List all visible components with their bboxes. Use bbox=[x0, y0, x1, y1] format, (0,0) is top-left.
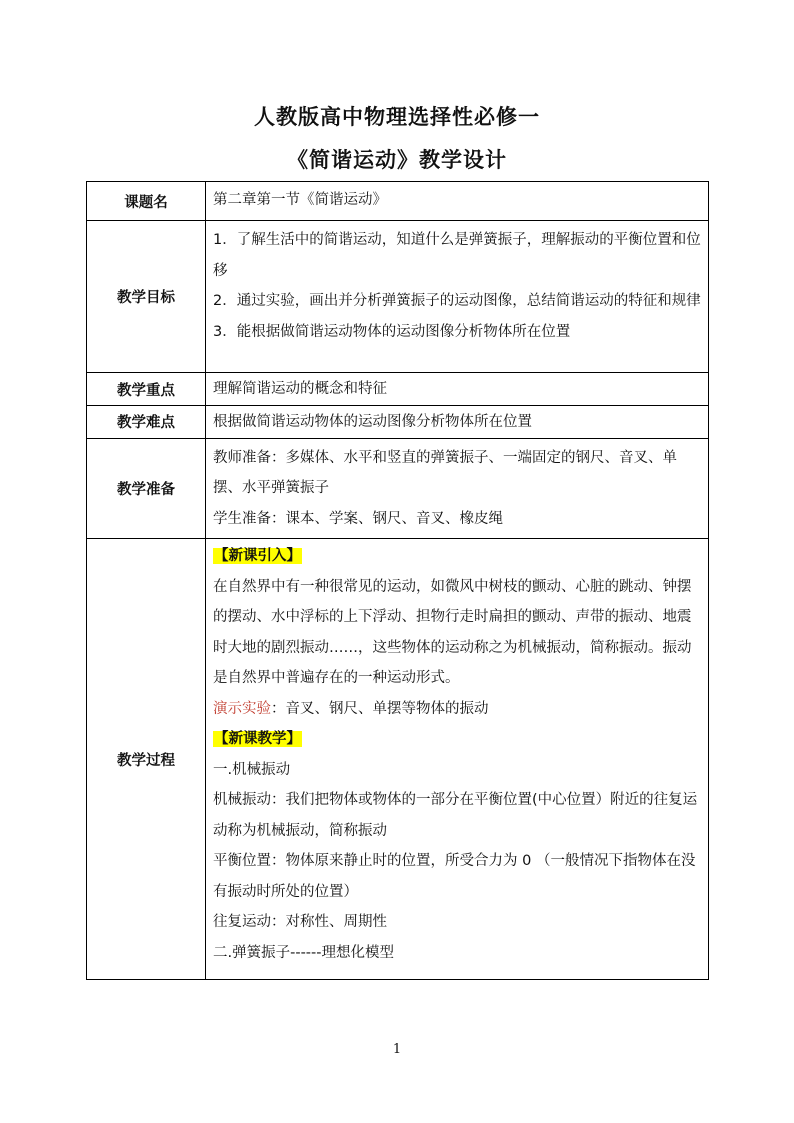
demo-text: ：音叉、钢尺、单摆等物体的振动 bbox=[271, 700, 489, 717]
row-value-key-points bbox=[206, 373, 709, 406]
key-points-text: 理解简谐运动的概念和特征 bbox=[213, 381, 387, 397]
table-row-process bbox=[87, 539, 709, 980]
row-label-process: 教学过程 bbox=[87, 539, 206, 980]
goal-item: 3．能根据做简谐运动物体的运动图像分析物体所在位置 bbox=[213, 323, 571, 340]
row-value-difficulties bbox=[206, 406, 709, 439]
teacher-preparation: 教师准备：多媒体、水平和竖直的弹簧振子、一端固定的钢尺、音叉、单摆、水平弹簧振子 bbox=[213, 449, 677, 496]
intro-paragraph: 在自然界中有一种很常见的运动，如微风中树枝的颤动、心脏的跳动、钟摆的摆动、水中浮标的上下浮动、担物行走时扁担的颤动、声带的振动、地震时大地的剧烈振动……，这些物体的运动称之为机械振动，简称振动。振动是自然界中普遍存在的一种运动形式。 bbox=[213, 578, 692, 686]
section-spring-oscillator: 二.弹簧振子------理想化模型 bbox=[213, 944, 395, 961]
table-row-difficulties bbox=[87, 406, 709, 439]
row-label-topic: 课题名 bbox=[87, 182, 206, 221]
table-row-topic bbox=[87, 182, 709, 221]
lesson-plan-table bbox=[86, 181, 709, 980]
row-value-goals bbox=[206, 221, 709, 373]
row-label-key-points: 教学重点 bbox=[87, 373, 206, 406]
demo-label: 演示实验 bbox=[213, 700, 271, 717]
student-preparation: 学生准备：课本、学案、钢尺、音叉、橡皮绳 bbox=[213, 510, 503, 527]
intro-heading: 【新课引入】 bbox=[214, 548, 301, 564]
document-subtitle: 《简谐运动》教学设计 bbox=[287, 147, 507, 172]
definition-mechanical-vibration: 机械振动：我们把物体或物体的一部分在平衡位置(中心位置）附近的往复运动称为机械振动，简称振动 bbox=[213, 792, 698, 839]
new-heading-line bbox=[213, 724, 702, 755]
page-number: 1 bbox=[392, 1042, 402, 1057]
goal-item: 2．通过实验，画出并分析弹簧振子的运动图像，总结简谐运动的特征和规律 bbox=[213, 293, 701, 309]
table-row-preparation bbox=[87, 438, 709, 539]
difficulties-text: 根据做简谐运动物体的运动图像分析物体所在位置 bbox=[213, 414, 532, 430]
goal-item: 1．了解生活中的简谐运动，知道什么是弹簧振子，理解振动的平衡位置和位移 bbox=[213, 232, 701, 279]
definition-reciprocal-motion: 往复运动：对称性、周期性 bbox=[213, 914, 387, 930]
row-label-difficulties: 教学难点 bbox=[87, 406, 206, 439]
section-mechanical-vibration: 一.机械振动 bbox=[213, 761, 291, 778]
document-title: 人教版高中物理选择性必修一 bbox=[254, 104, 540, 129]
topic-text: 第二章第一节《简谐运动》 bbox=[213, 192, 387, 208]
table-row-goals bbox=[87, 221, 709, 373]
intro-heading-line bbox=[213, 541, 702, 572]
row-label-goals: 教学目标 bbox=[87, 221, 206, 373]
row-value-process bbox=[206, 539, 709, 980]
definition-balance-position: 平衡位置：物体原来静止时的位置，所受合力为 0 （一般情况下指物体在没有振动时所处的位置） bbox=[213, 853, 696, 900]
new-lesson-heading: 【新课教学】 bbox=[214, 731, 301, 747]
row-value-topic bbox=[206, 182, 709, 221]
table-row-key-points bbox=[87, 373, 709, 406]
row-label-preparation: 教学准备 bbox=[87, 438, 206, 539]
row-value-preparation bbox=[206, 438, 709, 539]
demo-line bbox=[213, 694, 702, 725]
